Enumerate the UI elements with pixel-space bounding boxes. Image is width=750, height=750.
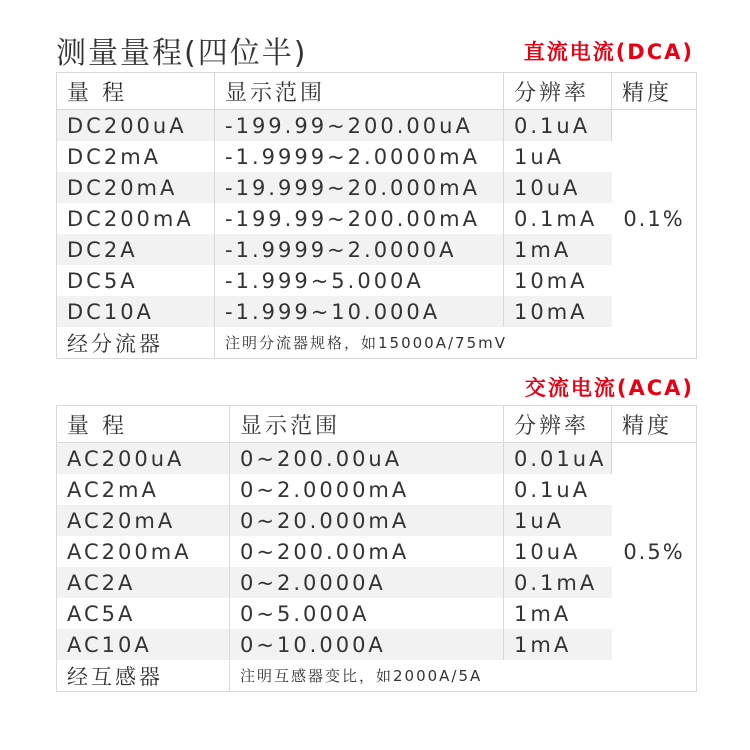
range-cell: AC2mA (57, 474, 230, 505)
resolution-cell: 1uA (514, 144, 565, 169)
dc-range-table (56, 72, 697, 359)
range-cell: AC2A (57, 567, 230, 598)
header-display-range: 显示范围 (215, 73, 504, 110)
display-range-cell: 0~200.00mA (230, 536, 504, 567)
range-cell: DC2A (57, 234, 215, 265)
resolution-cell: 0.1mA (514, 206, 598, 231)
display-range-cell: 0~20.000mA (230, 505, 504, 536)
resolution-cell: 1mA (504, 234, 612, 265)
table-row-note (57, 327, 697, 359)
resolution-cell: 0.1uA (514, 477, 591, 502)
range-cell: AC10A (57, 629, 230, 660)
display-range-cell: 0~10.000A (230, 629, 504, 660)
resolution-cell: 1mA (504, 629, 612, 660)
header-accuracy: 精度 (612, 406, 697, 443)
resolution-cell: 10mA (504, 296, 612, 327)
display-range-cell: -199.99~200.00mA (215, 203, 504, 234)
resolution-cell: 10mA (514, 268, 588, 293)
table-row (57, 141, 697, 172)
table-row (57, 443, 697, 475)
resolution-cell: 0.1uA (504, 110, 612, 142)
dc-mode-label: 直流电流(DCA) (523, 40, 694, 64)
display-range-cell: -1.999~10.000A (215, 296, 504, 327)
resolution-cell: 0.01uA (504, 443, 612, 475)
table-row (57, 203, 697, 234)
note-text-cell: 注明互感器变比，如2000A/5A (240, 667, 483, 685)
range-cell: AC5A (57, 598, 230, 629)
resolution-cell: 0.1mA (504, 567, 612, 598)
accuracy-cell: 0.1% (612, 110, 697, 328)
display-range-cell: -1.9999~2.0000A (215, 234, 504, 265)
table-row (57, 110, 697, 142)
header-resolution: 分辨率 (504, 406, 612, 443)
display-range-cell: -1.999~5.000A (215, 265, 504, 296)
table-row (57, 536, 697, 567)
table-row (57, 474, 697, 505)
display-range-cell: 0~2.0000mA (230, 474, 504, 505)
range-cell: DC5A (57, 265, 215, 296)
header-resolution: 分辨率 (504, 73, 612, 110)
display-range-cell: -199.99~200.00uA (215, 110, 504, 142)
range-cell: DC10A (57, 296, 215, 327)
accuracy-cell: 0.5% (612, 443, 697, 661)
range-cell: AC200uA (57, 443, 230, 475)
display-range-cell: 0~2.0000A (230, 567, 504, 598)
range-cell: AC20mA (57, 505, 230, 536)
table-row (57, 172, 697, 203)
range-cell: DC200mA (57, 203, 215, 234)
display-range-cell: -1.9999~2.0000mA (215, 141, 504, 172)
range-cell: DC200uA (57, 110, 215, 142)
range-cell: DC2mA (57, 141, 215, 172)
table-header-row (57, 406, 697, 443)
header-accuracy: 精度 (612, 73, 697, 110)
note-label-cell: 经分流器 (57, 327, 215, 359)
table-row (57, 234, 697, 265)
resolution-cell: 1uA (504, 505, 612, 536)
header-display-range: 显示范围 (230, 406, 504, 443)
display-range-cell: -19.999~20.000mA (215, 172, 504, 203)
range-cell: DC20mA (57, 172, 215, 203)
table-row-note (57, 660, 697, 692)
range-cell: AC200mA (57, 536, 230, 567)
page-title: 测量量程(四位半) (56, 36, 308, 71)
table-row (57, 567, 697, 598)
resolution-cell: 10uA (514, 539, 581, 564)
ac-range-table (56, 405, 697, 692)
table-row (57, 629, 697, 660)
table-header-row (57, 73, 697, 110)
table-row (57, 265, 697, 296)
ac-mode-label: 交流电流(ACA) (524, 376, 694, 400)
note-text-cell: 注明分流器规格，如15000A/75mV (225, 334, 507, 352)
header-range: 量 程 (57, 73, 215, 110)
resolution-cell: 1mA (514, 601, 572, 626)
resolution-cell: 10uA (504, 172, 612, 203)
display-range-cell: 0~200.00uA (230, 443, 504, 475)
table-row (57, 598, 697, 629)
table-row (57, 296, 697, 327)
table-row (57, 505, 697, 536)
note-label-cell: 经互感器 (57, 660, 230, 692)
display-range-cell: 0~5.000A (230, 598, 504, 629)
header-range: 量 程 (57, 406, 230, 443)
